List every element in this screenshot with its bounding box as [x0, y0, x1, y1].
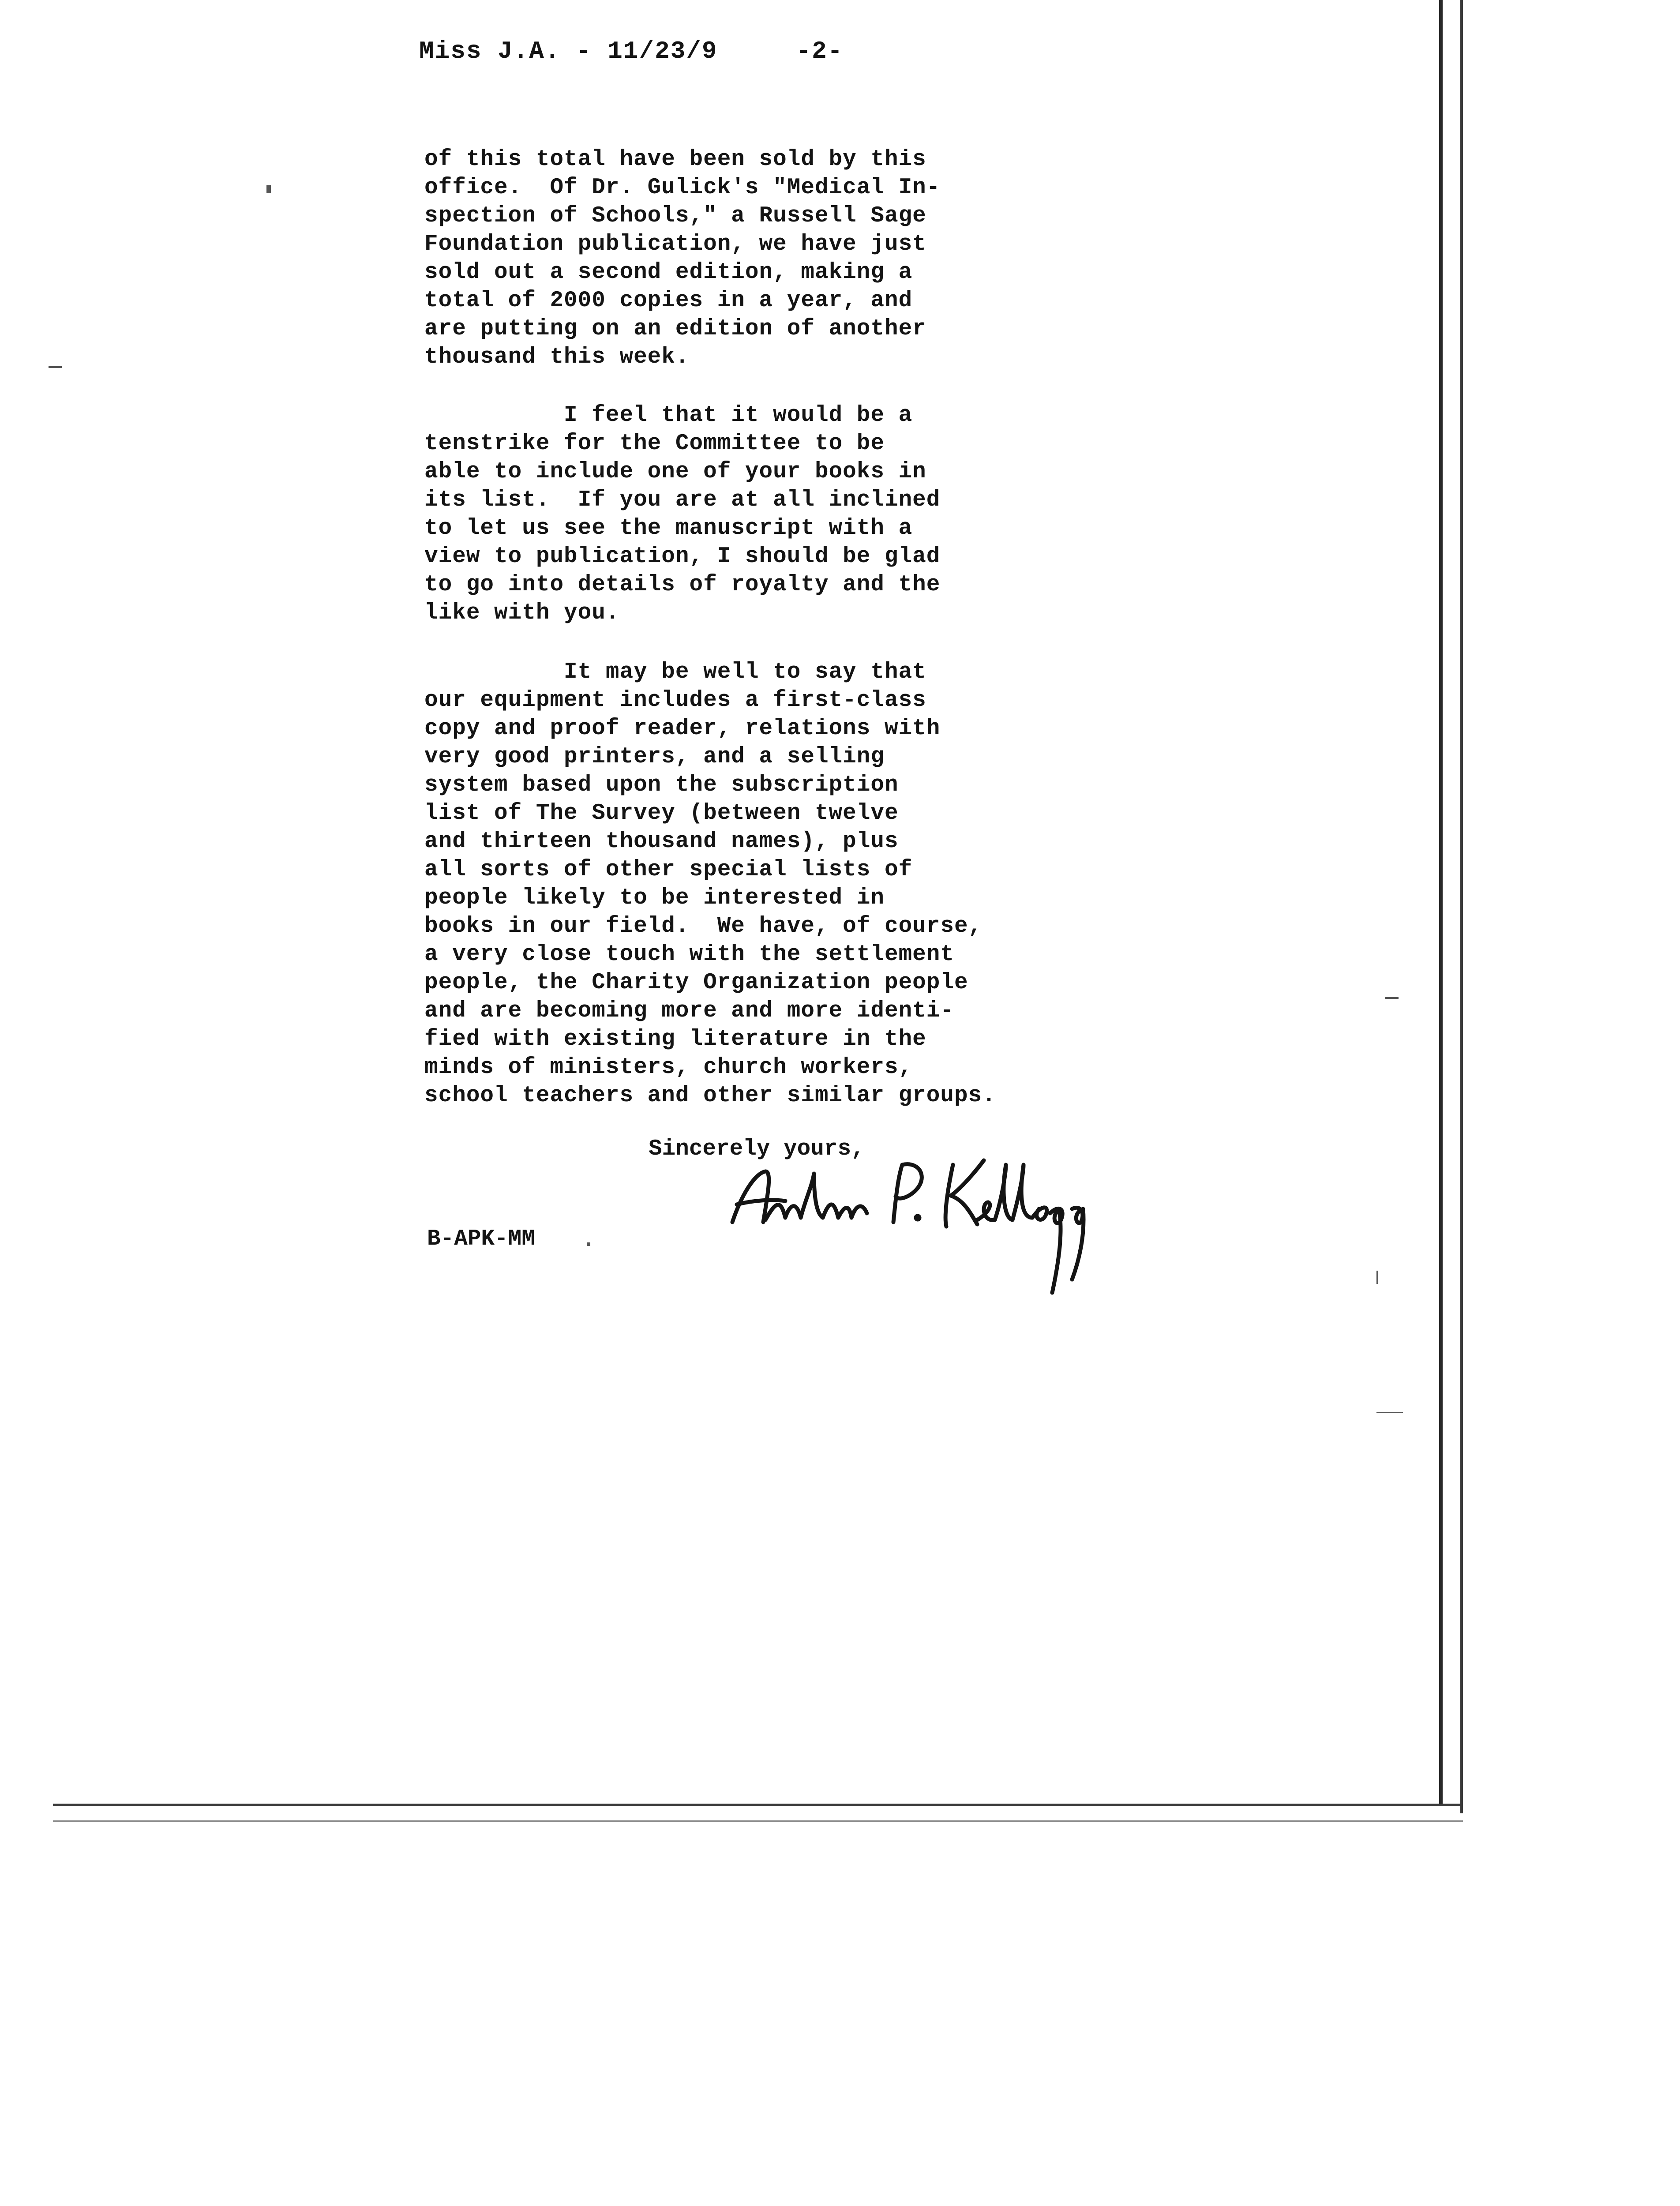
scan-speck	[587, 1242, 590, 1246]
text-line: to go into details of royalty and the	[424, 572, 941, 597]
text-line: and thirteen thousand names), plus	[424, 829, 899, 854]
text-line: minds of ministers, church workers,	[424, 1055, 913, 1080]
scan-speck	[49, 366, 62, 368]
paragraph-2	[424, 401, 940, 627]
scan-speck	[1376, 1412, 1403, 1413]
text-line: to let us see the manuscript with a	[424, 516, 913, 541]
text-line: books in our field. We have, of course,	[424, 914, 982, 939]
text-line: thousand this week.	[424, 345, 690, 370]
text-line: Foundation publication, we have just	[424, 232, 926, 257]
text-line: list of The Survey (between twelve	[424, 801, 899, 826]
text-line: like with you.	[424, 600, 620, 626]
text-line: our equipment includes a first-class	[424, 688, 926, 713]
paragraph-1	[424, 146, 940, 371]
text-line: of this total have been sold by this	[424, 147, 926, 172]
text-line: are putting on an edition of another	[424, 316, 926, 341]
scan-speck	[1376, 1271, 1378, 1284]
header-page-number: -2-	[796, 37, 844, 65]
text-line: sold out a second edition, making a	[424, 260, 913, 285]
text-line: school teachers and other similar groups.	[424, 1083, 996, 1108]
text-line: system based upon the subscription	[424, 773, 899, 798]
text-line: It may be well to say that	[424, 660, 926, 685]
text-line: fied with existing literature in the	[424, 1027, 926, 1052]
text-line: office. Of Dr. Gulick's "Medical In-	[424, 175, 941, 200]
page-edge-bottom-shadow	[53, 1820, 1463, 1822]
text-line: very good printers, and a selling	[424, 744, 885, 769]
text-line: all sorts of other special lists of	[424, 857, 913, 882]
page-edge-shadow	[1460, 0, 1463, 1813]
text-line: total of 2000 copies in a year, and	[424, 288, 913, 313]
text-line: I feel that it would be a	[424, 403, 913, 428]
text-line: copy and proof reader, relations with	[424, 716, 941, 741]
text-line: tenstrike for the Committee to be	[424, 431, 885, 456]
scan-speck	[266, 185, 271, 193]
text-line: view to publication, I should be glad	[424, 544, 941, 569]
text-line: and are becoming more and more identi-	[424, 998, 954, 1024]
text-line: a very close touch with the settlement	[424, 942, 954, 967]
header-recipient: Miss J.A. - 11/23/9	[419, 37, 718, 65]
scan-speck	[1385, 997, 1399, 999]
paragraph-3	[424, 658, 996, 1110]
text-line: people likely to be interested in	[424, 885, 885, 911]
handwritten-signature	[724, 1147, 1121, 1306]
page-edge-bottom	[53, 1804, 1463, 1806]
typist-initials: B-APK-MM	[427, 1227, 535, 1252]
text-line: people, the Charity Organization people	[424, 970, 968, 995]
page-header	[419, 37, 843, 65]
text-line: able to include one of your books in	[424, 459, 926, 484]
closing-salutation: Sincerely yours,	[649, 1137, 865, 1162]
page-edge-right	[1439, 0, 1443, 1806]
text-line: its list. If you are at all inclined	[424, 488, 941, 513]
text-line: spection of Schools," a Russell Sage	[424, 203, 926, 229]
